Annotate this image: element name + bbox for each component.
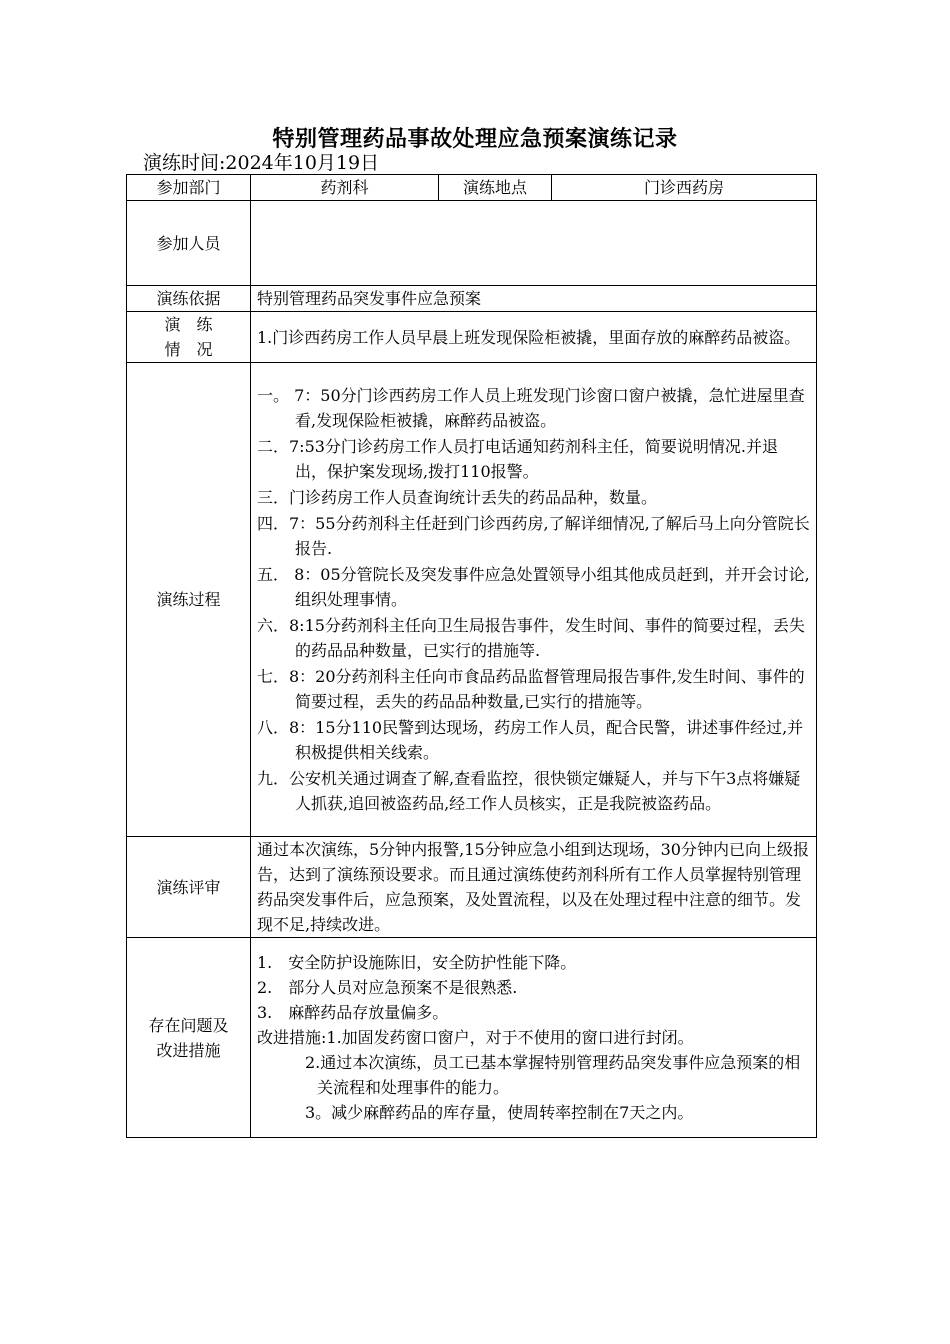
process-step: 二．7:53分门诊药房工作人员打电话通知药剂科主任，简要说明情况.并退出，保护案发现场,拨打110报警。 <box>257 436 779 481</box>
measure-item: 3。减少麻醉药品的库存量，使周转率控制在7天之内。 <box>305 1103 694 1122</box>
participants-label: 参加人员 <box>127 201 251 286</box>
situation-label <box>127 312 251 363</box>
process-step: 三．门诊药房工作人员查询统计丢失的药品品种，数量。 <box>257 487 658 507</box>
row-review <box>127 837 817 938</box>
location-label: 演练地点 <box>439 175 552 201</box>
row-issues <box>127 938 817 1138</box>
problem-item: 1. 安全防护设施陈旧，安全防护性能下降。 <box>257 953 577 972</box>
issues-label-line1: 存在问题及 <box>148 1015 229 1035</box>
process-step: 四．7：55分药剂科主任赶到门诊西药房,了解详细情况,了解后马上向分管院长报告. <box>257 513 810 558</box>
issues-label-line2: 改进措施 <box>156 1040 221 1060</box>
row-process <box>127 363 817 837</box>
process-value <box>251 363 817 837</box>
process-step: 五． 8：05分管院长及突发事件应急处置领导小组其他成员赶到，并开会讨论,组织处理事情。 <box>257 564 810 609</box>
measure-item: 2.通过本次演练，员工已基本掌握特别管理药品突发事件应急预案的相关流程和处理事件的能力。 <box>305 1053 801 1097</box>
basis-label: 演练依据 <box>127 286 251 312</box>
measure-item: 改进措施:1.加固发药窗口窗户，对于不使用的窗口进行封闭。 <box>257 1028 694 1047</box>
process-label: 演练过程 <box>127 363 251 837</box>
location-value: 门诊西药房 <box>552 175 817 201</box>
basis-value: 特别管理药品突发事件应急预案 <box>251 286 817 312</box>
process-step: 八．8：15分110民警到达现场，药房工作人员，配合民警，讲述事件经过,并积极提供相关线索。 <box>257 717 804 762</box>
dept-value: 药剂科 <box>251 175 439 201</box>
review-value: 通过本次演练，5分钟内报警,15分钟应急小组到达现场，30分钟内已向上级报告，达到了演练预设要求。而且通过演练使药剂科所有工作人员掌握特别管理药品突发事件后，应急预案，及处置流程，以及在处理过程中注意的细节。发现不足,持续改进。 <box>251 837 817 938</box>
drill-record-table <box>126 174 817 1138</box>
situation-label-line1: 演 练 <box>164 315 213 334</box>
problem-item: 3. 麻醉药品存放量偏多。 <box>257 1003 449 1022</box>
row-participants <box>127 201 817 286</box>
row-department <box>127 175 817 201</box>
problem-item: 2. 部分人员对应急预案不是很熟悉. <box>257 978 518 997</box>
process-step: 一。 7：50分门诊西药房工作人员上班发现门诊窗口窗户被撬，急忙进屋里查看,发现保险柜被撬，麻醉药品被盗。 <box>257 385 805 430</box>
drill-date: 演练时间:2024年10月19日 <box>143 152 380 174</box>
process-step: 六．8:15分药剂科主任向卫生局报告事件，发生时间、事件的简要过程，丢失的药品品种数量，已实行的措施等. <box>257 615 805 660</box>
situation-label-line2: 情 况 <box>164 340 213 359</box>
issues-value <box>251 938 817 1138</box>
process-step: 九．公安机关通过调查了解,查看监控，很快锁定嫌疑人，并与下午3点将嫌疑人抓获,追回被盗药品,经工作人员核实，正是我院被盗药品。 <box>257 768 801 813</box>
process-step: 七．8：20分药剂科主任向市食品药品监督管理局报告事件,发生时间、事件的简要过程，丢失的药品品种数量,已实行的措施等。 <box>257 666 805 711</box>
dept-label: 参加部门 <box>127 175 251 201</box>
issues-label <box>127 938 251 1138</box>
row-basis <box>127 286 817 312</box>
review-label: 演练评审 <box>127 837 251 938</box>
situation-value: 1.门诊西药房工作人员早晨上班发现保险柜被撬，里面存放的麻醉药品被盗。 <box>251 312 817 363</box>
document-title: 特别管理药品事故处理应急预案演练记录 <box>272 126 678 152</box>
row-situation <box>127 312 817 363</box>
participants-value <box>251 201 817 286</box>
